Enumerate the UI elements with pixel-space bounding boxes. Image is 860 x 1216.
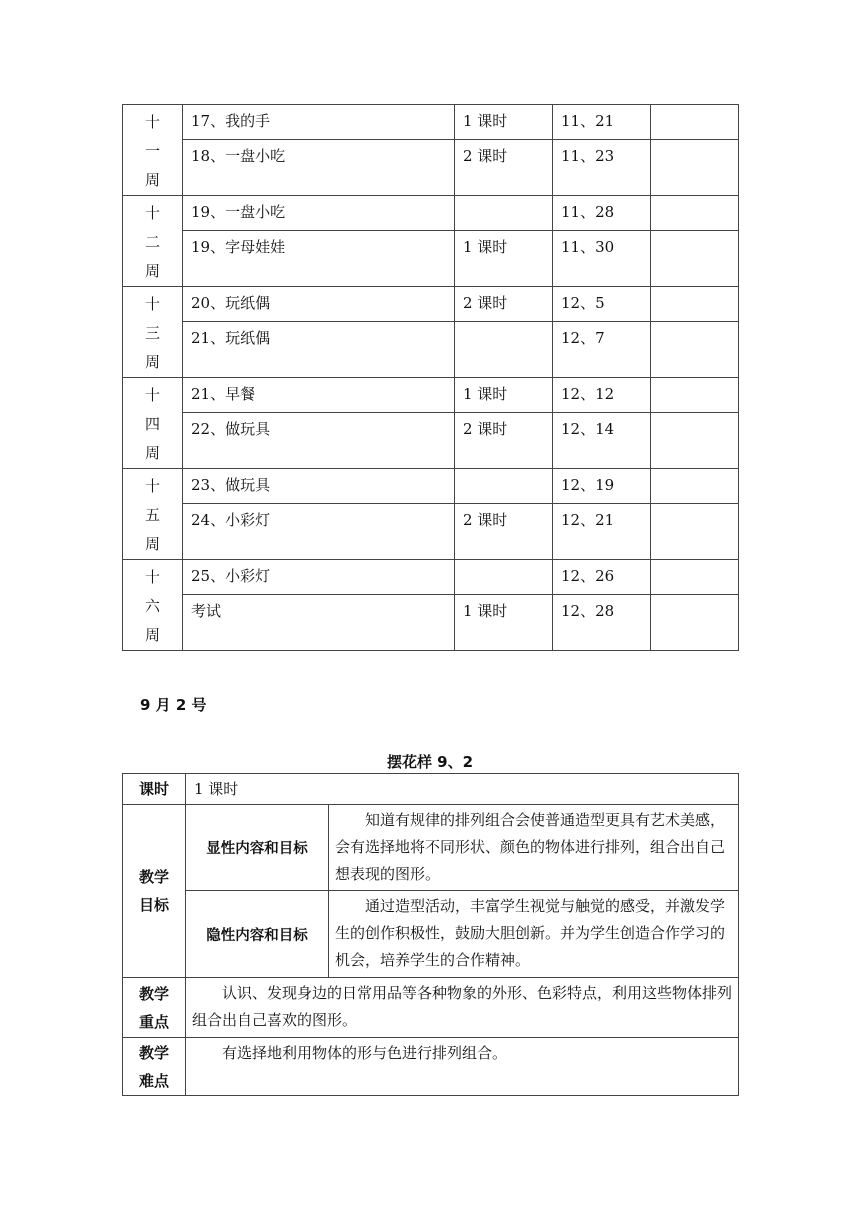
lesson-cell: 17、我的手 (183, 105, 455, 140)
schedule-row (123, 196, 739, 231)
schedule-row (123, 321, 739, 377)
schedule-row (123, 378, 739, 413)
week-char: 十 (144, 477, 160, 495)
lesson-cell: 19、字母娃娃 (183, 230, 455, 286)
note-cell (651, 139, 739, 195)
explicit-goal-row (123, 805, 739, 891)
date-cell: 12、5 (553, 287, 651, 322)
week-char: 十 (144, 113, 160, 131)
hours-cell: 1 课时 (455, 105, 553, 140)
hours-cell: 2 课时 (455, 287, 553, 322)
week-cell (123, 560, 183, 651)
hours-cell (455, 321, 553, 377)
week-char: 周 (144, 171, 160, 189)
difficulty-label (123, 1038, 186, 1096)
note-cell (651, 287, 739, 322)
focus-label-text: 教学重点 (138, 984, 169, 1031)
lesson-plan-title: 摆花样 9、2 (386, 753, 474, 771)
lesson-cell: 23、做玩具 (183, 469, 455, 504)
note-cell (651, 378, 739, 413)
schedule-row (123, 105, 739, 140)
lesson-plan-table (122, 773, 739, 1096)
week-cell (123, 196, 183, 287)
date-cell: 12、26 (553, 560, 651, 595)
week-char: 一 (144, 142, 160, 160)
schedule-row (123, 594, 739, 650)
hours-value: 1 课时 (186, 774, 739, 805)
week-char: 五 (144, 506, 160, 524)
schedule-row (123, 230, 739, 286)
lesson-cell: 20、玩纸偶 (183, 287, 455, 322)
week-char: 三 (144, 324, 160, 342)
week-cell (123, 105, 183, 196)
hours-cell: 1 课时 (455, 594, 553, 650)
note-cell (651, 230, 739, 286)
schedule-row (123, 287, 739, 322)
hours-cell (455, 469, 553, 504)
lesson-cell: 18、一盘小吃 (183, 139, 455, 195)
date-cell: 11、30 (553, 230, 651, 286)
difficulty-row (123, 1038, 739, 1096)
schedule-row (123, 503, 739, 559)
week-cell (123, 287, 183, 378)
week-char: 十 (144, 204, 160, 222)
week-char: 周 (144, 262, 160, 280)
week-cell (123, 378, 183, 469)
date-cell: 12、14 (553, 412, 651, 468)
date-heading: 9 月 2 号 (140, 696, 207, 714)
week-char: 二 (144, 233, 160, 251)
hours-cell: 1 课时 (455, 230, 553, 286)
implicit-label: 隐性内容和目标 (186, 891, 329, 978)
note-cell (651, 321, 739, 377)
implicit-text: 通过造型活动，丰富学生视觉与触觉的感受，并激发学生的创作积极性，鼓励大胆创新。并为学生创造合作学习的机会，培养学生的合作精神。 (329, 891, 739, 978)
hours-cell (455, 196, 553, 231)
schedule-row (123, 412, 739, 468)
difficulty-text: 有选择地利用物体的形与色进行排列组合。 (186, 1038, 739, 1096)
focus-label (123, 978, 186, 1038)
date-cell: 12、12 (553, 378, 651, 413)
explicit-label: 显性内容和目标 (186, 805, 329, 891)
explicit-text: 知道有规律的排列组合会使普通造型更具有艺术美感，会有选择地将不同形状、颜色的物体进行排列，组合出自己想表现的图形。 (329, 805, 739, 891)
hours-cell: 2 课时 (455, 412, 553, 468)
week-char: 周 (144, 626, 160, 644)
note-cell (651, 196, 739, 231)
schedule-row (123, 469, 739, 504)
note-cell (651, 560, 739, 595)
hours-cell (455, 560, 553, 595)
date-cell: 12、7 (553, 321, 651, 377)
focus-row (123, 978, 739, 1038)
hours-cell: 1 课时 (455, 378, 553, 413)
week-char: 十 (144, 295, 160, 313)
date-cell: 11、28 (553, 196, 651, 231)
lesson-cell: 考试 (183, 594, 455, 650)
lesson-cell: 25、小彩灯 (183, 560, 455, 595)
difficulty-label-text: 教学难点 (138, 1043, 169, 1090)
date-cell: 11、21 (553, 105, 651, 140)
week-char: 四 (144, 415, 160, 433)
lesson-cell: 21、玩纸偶 (183, 321, 455, 377)
date-cell: 12、28 (553, 594, 651, 650)
week-cell (123, 469, 183, 560)
implicit-goal-row (123, 891, 739, 978)
hours-cell: 2 课时 (455, 139, 553, 195)
note-cell (651, 412, 739, 468)
date-cell: 12、19 (553, 469, 651, 504)
note-cell (651, 105, 739, 140)
hours-row (123, 774, 739, 805)
date-cell: 12、21 (553, 503, 651, 559)
lesson-cell: 21、早餐 (183, 378, 455, 413)
note-cell (651, 469, 739, 504)
week-char: 周 (144, 353, 160, 371)
lesson-cell: 19、一盘小吃 (183, 196, 455, 231)
date-cell: 11、23 (553, 139, 651, 195)
goals-label-text: 教学目标 (138, 868, 169, 914)
schedule-row (123, 560, 739, 595)
goals-label (123, 805, 186, 978)
hours-label: 课时 (123, 774, 186, 805)
week-char: 周 (144, 444, 160, 462)
week-char: 周 (144, 535, 160, 553)
schedule-row (123, 139, 739, 195)
note-cell (651, 503, 739, 559)
schedule-table (122, 104, 739, 651)
focus-text: 认识、发现身边的日常用品等各种物象的外形、色彩特点，利用这些物体排列组合出自己喜欢的图形。 (186, 978, 739, 1038)
lesson-cell: 22、做玩具 (183, 412, 455, 468)
week-char: 十 (144, 386, 160, 404)
note-cell (651, 594, 739, 650)
lesson-cell: 24、小彩灯 (183, 503, 455, 559)
week-char: 六 (144, 597, 160, 615)
hours-cell: 2 课时 (455, 503, 553, 559)
week-char: 十 (144, 568, 160, 586)
